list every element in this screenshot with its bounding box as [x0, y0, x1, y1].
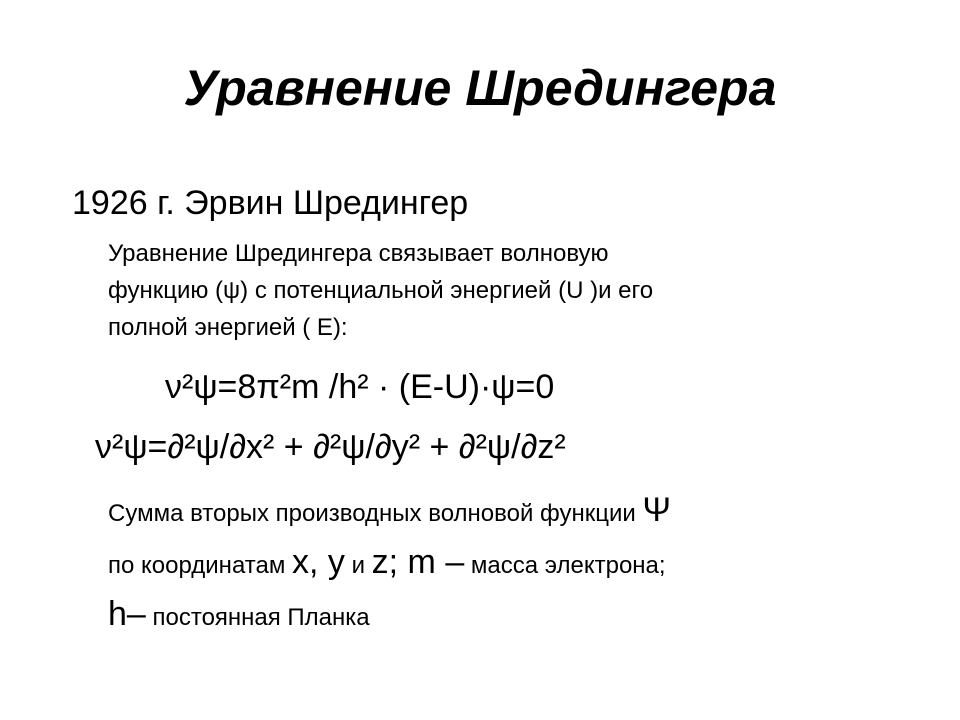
intro-paragraph — [108, 235, 888, 346]
paragraph-line-1: Уравнение Шредингера связывает волновую — [108, 240, 609, 267]
slide-title: Уравнение Шредингера — [183, 60, 777, 116]
description-line-2 — [108, 536, 908, 588]
psi-symbol: Ψ — [642, 491, 671, 529]
schrodinger-equation: ν²ψ=8π²m /h² · (E-U)·ψ=0 — [165, 368, 555, 406]
laplacian-equation: ν²ψ=∂²ψ/∂x² + ∂²ψ/∂y² + ∂²ψ/∂z² — [95, 428, 566, 466]
paragraph-line-2: функцию (ψ) с потенциальной энергией (U )и его — [108, 277, 654, 304]
description-text-2: по координатам — [108, 552, 292, 579]
description-line-1 — [108, 484, 908, 536]
description-line-3 — [108, 588, 908, 640]
coord-z-mass: z; m – — [371, 543, 465, 581]
description-text-4: постоянная Планка — [145, 604, 370, 631]
description-text-1: Сумма вторых производных волновой функции — [108, 500, 643, 527]
description-and: и — [344, 552, 372, 579]
description-text-3: масса электрона; — [464, 552, 666, 579]
slide-subtitle: 1926 г. Эрвин Шредингер — [72, 184, 469, 222]
description-block — [108, 484, 908, 640]
planck-h: h– — [108, 595, 146, 633]
paragraph-line-3: полной энергией ( E): — [108, 314, 348, 341]
coord-xy: x, y — [292, 543, 345, 581]
